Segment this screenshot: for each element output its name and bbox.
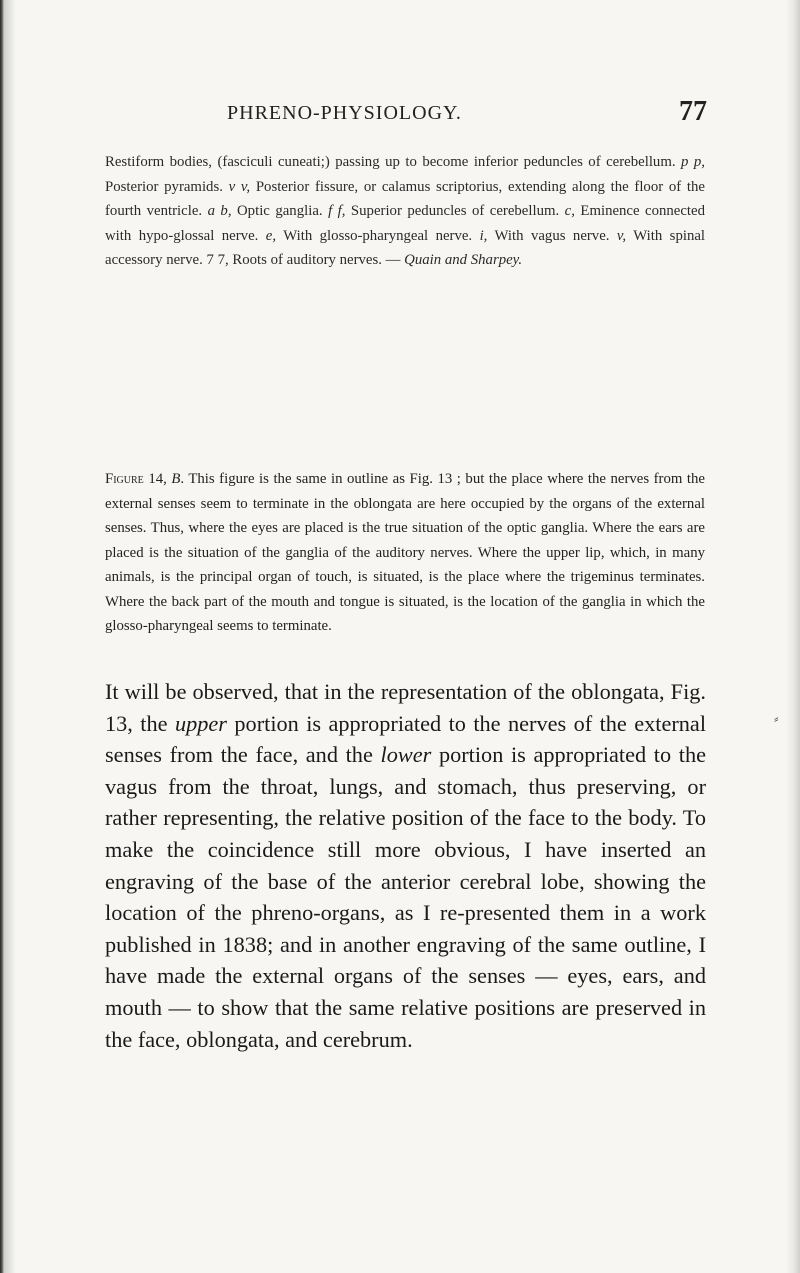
- caption-letter: a b,: [207, 203, 232, 219]
- caption-text: Eminence connected with hypo-glossal nerve.: [105, 203, 706, 244]
- caption-text: Posterior pyramids.: [105, 178, 223, 195]
- caption-letter: e,: [265, 227, 277, 244]
- page-edge-left: [0, 0, 16, 1273]
- caption-text: . This figure is the same in outline as Fig. 13 ; but the place where the nerves from the external senses seem to terminate in the oblongata are here occupied by the organs of the external senses. Thus, where the eyes are placed is the true situation of the optic ganglia. Where the ears are placed is the situation of the ganglia of the auditory nerves. Where the upper lip, which, in many animals, is the principal organ of touch, is situated, is the place where the trigeminus terminates. Where the back part of the mouth and tongue is situated, is the location of the ganglia in which the glosso-pharyngeal seems to terminate.: [105, 471, 705, 634]
- emphasis-lower: lower: [380, 742, 432, 768]
- caption-letter: v,: [616, 227, 627, 244]
- figure-label: Figure: [105, 471, 144, 487]
- caption-letter: c,: [564, 203, 575, 219]
- caption-letter: v v,: [228, 178, 251, 195]
- caption-text: With vagus nerve.: [494, 227, 610, 244]
- page-header: [105, 98, 715, 134]
- caption-credit: Quain and Sharpey.: [404, 252, 523, 268]
- running-head: PHRENO-PHYSIOLOGY.: [227, 102, 462, 124]
- body-text-span: portion is appropriated to the nerves of the external senses from the face, and the: [105, 710, 707, 768]
- caption-letter: f f,: [328, 203, 346, 219]
- body-text-span: It will be observed, that in the representation of the oblongata, Fig. 13, the: [105, 679, 706, 736]
- figure-13-caption-continued: [105, 150, 705, 273]
- caption-text: Restiform bodies, (fasciculi cuneati;) passing up to become inferior peduncles of cerebellum.: [105, 154, 676, 170]
- caption-text: With spinal accessory nerve. 7 7, Roots of auditory nerves. —: [105, 227, 706, 268]
- caption-text: Optic ganglia.: [237, 203, 323, 219]
- figure-letter: B: [171, 471, 181, 487]
- caption-letter: p p,: [681, 154, 705, 170]
- caption-letter: i,: [479, 227, 488, 244]
- caption-text: Posterior fissure, or calamus scriptorius, extending along the floor of the fourth ventricle.: [105, 178, 705, 219]
- ink-speck: ⸗: [774, 712, 779, 727]
- emphasis-upper: upper: [174, 710, 227, 736]
- caption-text: Superior peduncles of cerebellum.: [350, 203, 560, 219]
- body-paragraph: [105, 676, 706, 1055]
- caption-text: With glosso-pharyngeal nerve.: [283, 227, 473, 244]
- figure-number: 14,: [148, 471, 167, 487]
- body-text-span: portion is appropriated to the vagus from the throat, lungs, and stomach, thus preserving, or rather representing, the relative position of the face to the body. To make the coincidence still more obvious, I have inserted an engraving of the base of the anterior cerebral lobe, showing the location of the phreno-organs, as I re-presented them in a work published in 1838; and in another engraving of the same outline, I have made the external organs of the senses — eyes, ears, and mouth — to show that the same relative positions are preserved in the face, oblongata, and cerebrum.: [105, 742, 707, 1052]
- figure-14-caption: [105, 467, 705, 639]
- page-edge-right: [786, 0, 800, 1273]
- page-number: 77: [679, 96, 707, 127]
